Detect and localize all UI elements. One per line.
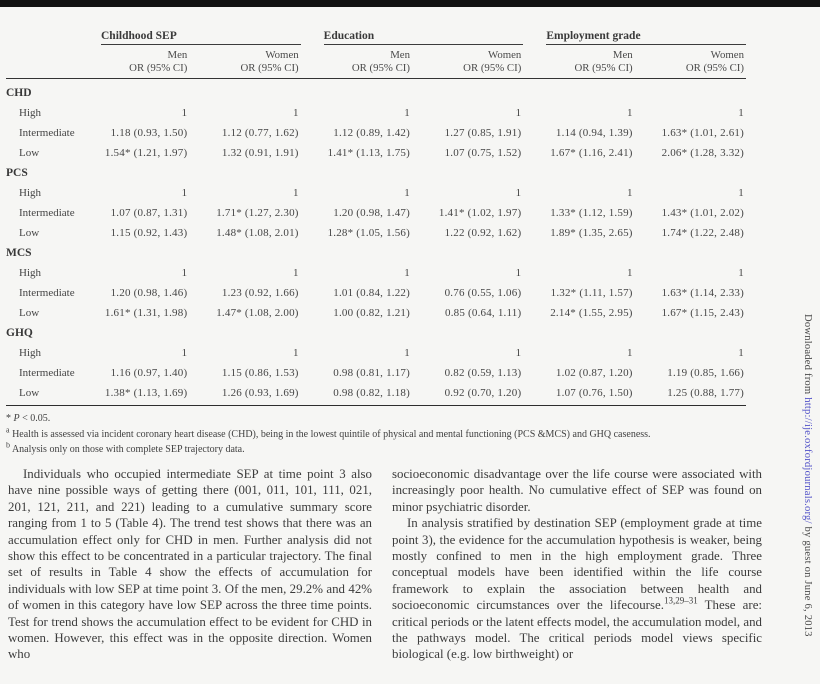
or-ci-value: 0.85 (0.64, 1.11) xyxy=(445,307,522,319)
or-ci-value: 1.89* (1.35, 2.65) xyxy=(550,227,633,239)
or-ci-value: 1.20 (0.98, 1.47) xyxy=(333,207,410,219)
or-ci-value: 1.54* (1.21, 1.97) xyxy=(104,147,188,159)
row-label: Intermediate xyxy=(19,367,75,379)
unit-label: OR (95% CI) xyxy=(463,62,522,74)
or-ci-value: 1.63* (1.01, 2.61) xyxy=(661,127,744,139)
or-ci-value: 0.82 (0.59, 1.13) xyxy=(444,367,522,379)
or-ci-value: 1 xyxy=(738,267,744,279)
footnote-a xyxy=(6,427,746,443)
col-header-employment-men xyxy=(523,45,634,78)
unit-label: OR (95% CI) xyxy=(351,62,410,74)
sex-label: Women xyxy=(488,49,522,61)
or-ci-value: 1 xyxy=(738,347,744,359)
or-ci-value: 1 xyxy=(404,347,410,359)
footnote-text: Analysis only on those with complete SEP trajectory data. xyxy=(11,444,245,455)
or-ci-value: 1 xyxy=(181,267,188,279)
or-ci-value: 0.98 (0.81, 1.17) xyxy=(333,367,410,379)
or-ci-value: 1.67* (1.15, 2.43) xyxy=(661,307,744,319)
unit-label: OR (95% CI) xyxy=(574,62,633,74)
or-ci-value: 1.28* (1.05, 1.56) xyxy=(327,227,410,239)
header-spacer xyxy=(6,45,78,78)
journal-link[interactable]: http://ije.oxfordjournals.org/ xyxy=(802,397,813,524)
or-ci-value: 1.18 (0.93, 1.50) xyxy=(110,127,188,139)
or-ci-value: 1.32* (1.11, 1.57) xyxy=(550,287,633,299)
or-ci-value: 1 xyxy=(292,187,299,199)
col-group-employment-grade xyxy=(546,30,746,45)
col-group-education xyxy=(324,30,524,45)
or-ci-value: 1 xyxy=(292,107,299,119)
footnote-marker: b xyxy=(6,442,10,450)
body-column-right xyxy=(392,466,762,663)
or-ci-value: 1 xyxy=(181,107,188,119)
unit-label: OR (95% CI) xyxy=(240,62,299,74)
row-label: Low xyxy=(19,307,40,319)
or-ci-value: 1.67* (1.16, 2.41) xyxy=(550,147,633,159)
or-ci-value: 1 xyxy=(626,347,633,359)
footnote-text: Health is assessed via incident coronary heart disease (CHD), being in the lowest quintile of physical and mental functioning (PCS &MCS) and GHQ caseness. xyxy=(12,428,651,440)
or-ci-value: 1.00 (0.82, 1.21) xyxy=(333,307,410,319)
row-label: High xyxy=(19,347,41,359)
sex-label: Men xyxy=(612,49,633,61)
body-column-left xyxy=(8,466,372,663)
col-header-education-women xyxy=(412,45,523,78)
col-group-label: Education xyxy=(323,30,375,42)
section-header-pcs: PCS xyxy=(6,167,28,179)
or-ci-value: 1.43* (1.01, 2.02) xyxy=(661,207,744,219)
table-body xyxy=(6,79,746,405)
or-ci-value: 1.16 (0.97, 1.40) xyxy=(110,367,188,379)
unit-label: OR (95% CI) xyxy=(129,62,188,74)
or-ci-value: 1.12 (0.77, 1.62) xyxy=(221,127,299,139)
sex-label: Women xyxy=(710,49,744,61)
or-ci-value: 1.48* (1.08, 2.01) xyxy=(216,227,299,239)
or-ci-value: 1 xyxy=(738,187,744,199)
or-ci-value: 1 xyxy=(404,267,410,279)
paragraph: socioeconomic disadvantage over the life course were associated with increasingly poor health. No cumulative effect of SEP was found on minor psychiatric disorder. xyxy=(392,467,762,514)
or-ci-value: 1.71* (1.27, 2.30) xyxy=(216,207,299,219)
or-ci-value: 1.38* (1.13, 1.69) xyxy=(104,387,188,399)
row-label: Low xyxy=(19,227,40,239)
or-ci-value: 1.02 (0.87, 1.20) xyxy=(555,367,633,379)
or-ci-value: 1.20 (0.98, 1.46) xyxy=(110,287,188,299)
or-ci-value: 1 xyxy=(626,107,633,119)
or-ci-value: 2.06* (1.28, 3.32) xyxy=(661,147,744,159)
or-ci-value: 1 xyxy=(292,347,299,359)
row-label: High xyxy=(19,107,41,119)
download-notice-suffix: by guest on June 6, 2013 xyxy=(802,523,813,637)
or-ci-value: 1.07 (0.87, 1.31) xyxy=(110,207,188,219)
footnote-marker: * xyxy=(6,413,11,424)
or-ci-value: 1 xyxy=(515,107,522,119)
or-ci-value: 1.25 (0.88, 1.77) xyxy=(667,387,744,399)
or-ci-value: 1 xyxy=(738,107,744,119)
or-ci-value: 1 xyxy=(515,347,522,359)
paragraph-text: These are: critical periods or the latent effects model, the accumulation model, and the pathways model. The critical periods model views specific biological (e.g. low birthweight) or xyxy=(392,598,763,662)
or-ci-value: 1 xyxy=(515,187,522,199)
bottom-rule xyxy=(6,405,746,406)
or-ci-value: 1.07 (0.75, 1.52) xyxy=(444,147,522,159)
or-ci-value: 1.26 (0.93, 1.69) xyxy=(221,387,299,399)
col-header-employment-women xyxy=(635,45,746,78)
download-notice xyxy=(802,314,813,637)
or-ci-value: 1 xyxy=(626,267,633,279)
row-label: High xyxy=(19,187,41,199)
row-label: Intermediate xyxy=(19,207,75,219)
or-ci-value: 1.23 (0.92, 1.66) xyxy=(221,287,299,299)
col-header-childhood-women xyxy=(189,45,300,78)
or-ci-value: 1 xyxy=(292,267,299,279)
table-footnotes xyxy=(6,411,746,458)
or-ci-value: 1.33* (1.12, 1.59) xyxy=(550,207,633,219)
row-label: Intermediate xyxy=(19,287,75,299)
or-ci-value: 1.12 (0.89, 1.42) xyxy=(333,127,410,139)
col-header-education-men xyxy=(301,45,412,78)
or-ci-value: 1.41* (1.13, 1.75) xyxy=(327,147,410,159)
or-ci-value: 1.15 (0.92, 1.43) xyxy=(110,227,188,239)
or-ci-value: 1 xyxy=(626,187,633,199)
or-ci-value: 0.76 (0.55, 1.06) xyxy=(444,287,522,299)
table-sub-header-row xyxy=(6,45,746,78)
or-ci-value: 1 xyxy=(515,267,522,279)
row-label: Low xyxy=(19,387,40,399)
col-group-label: Childhood SEP xyxy=(101,30,177,42)
section-header-chd: CHD xyxy=(6,87,32,99)
col-group-childhood-sep xyxy=(101,30,301,45)
unit-label: OR (95% CI) xyxy=(685,62,744,74)
section-header-mcs: MCS xyxy=(6,247,32,259)
or-ci-value: 1 xyxy=(181,347,188,359)
table-group-header-row xyxy=(6,30,746,45)
results-table xyxy=(6,30,746,458)
or-ci-value: 0.92 (0.70, 1.20) xyxy=(444,387,522,399)
footnote-text: < 0.05. xyxy=(19,413,51,424)
row-label: Low xyxy=(19,147,40,159)
footnote-p: P xyxy=(13,413,20,424)
col-group-label: Employment grade xyxy=(546,30,641,42)
sex-label: Women xyxy=(265,49,299,61)
col-header-childhood-men xyxy=(78,45,189,78)
paragraph-text: In analysis stratified by destination SEP (employment grade at time point 3), the evidence for the accumulation hypothesis is weaker, being mostly confined to men in the high employment grade. Three conceptual models have been identified within the life course framework to explain the association between health and socioeconomic circumstances over the lifecourse. xyxy=(392,516,762,613)
or-ci-value: 0.98 (0.82, 1.18) xyxy=(333,387,410,399)
download-notice-prefix: Downloaded from xyxy=(802,314,813,398)
or-ci-value: 1.15 (0.86, 1.53) xyxy=(221,367,299,379)
or-ci-value: 1.63* (1.14, 2.33) xyxy=(661,287,744,299)
or-ci-value: 1.32 (0.91, 1.91) xyxy=(221,147,299,159)
or-ci-value: 1.27 (0.85, 1.91) xyxy=(444,127,522,139)
footnote-marker: a xyxy=(6,426,10,435)
or-ci-value: 1.47* (1.08, 2.00) xyxy=(216,307,299,319)
or-ci-value: 1 xyxy=(404,187,410,199)
scan-edge-bar xyxy=(0,0,820,7)
or-ci-value: 1.22 (0.92, 1.62) xyxy=(444,227,522,239)
or-ci-value: 1.07 (0.76, 1.50) xyxy=(555,387,633,399)
or-ci-value: 1 xyxy=(181,187,188,199)
or-ci-value: 1 xyxy=(404,107,410,119)
row-label: High xyxy=(19,267,41,279)
row-label: Intermediate xyxy=(19,127,75,139)
footnote-significance xyxy=(6,411,746,427)
or-ci-value: 1.14 (0.94, 1.39) xyxy=(555,127,633,139)
or-ci-value: 2.14* (1.55, 2.95) xyxy=(550,307,633,319)
or-ci-value: 1.74* (1.22, 2.48) xyxy=(661,227,744,239)
paragraph: Individuals who occupied intermediate SEP at time point 3 also have nine possible ways of getting there (001, 011, 101, 111, 021, 201, 121, 211, and 221) leading to a cumulative summary score ranging from 1 to 5 (Table 4). The trend test shows that there was an accumulation effect only for CHD in men. Further analysis did not show this effect to be concentrated in a particular trajectory. The final set of results in Table 4 show the effects of accumulation for individuals with low SEP at time point 3. Of the men, 29.2% and 42% of women in this category have low SEP across the three time points. Test for trend shows the accumulation effect to be evident for CHD in women. However, this effect was in the opposite direction. Women who xyxy=(8,467,372,662)
or-ci-value: 1.01 (0.84, 1.22) xyxy=(333,287,410,299)
or-ci-value: 1.19 (0.85, 1.66) xyxy=(667,367,744,379)
paragraph xyxy=(392,515,762,663)
sex-label: Men xyxy=(167,49,188,61)
or-ci-value: 1.61* (1.31, 1.98) xyxy=(104,307,188,319)
or-ci-value: 1.41* (1.02, 1.97) xyxy=(438,207,522,219)
citation-ref: 13,29–31 xyxy=(663,595,698,606)
sex-label: Men xyxy=(390,49,410,61)
section-header-ghq: GHQ xyxy=(6,327,33,339)
footnote-b xyxy=(6,442,746,458)
